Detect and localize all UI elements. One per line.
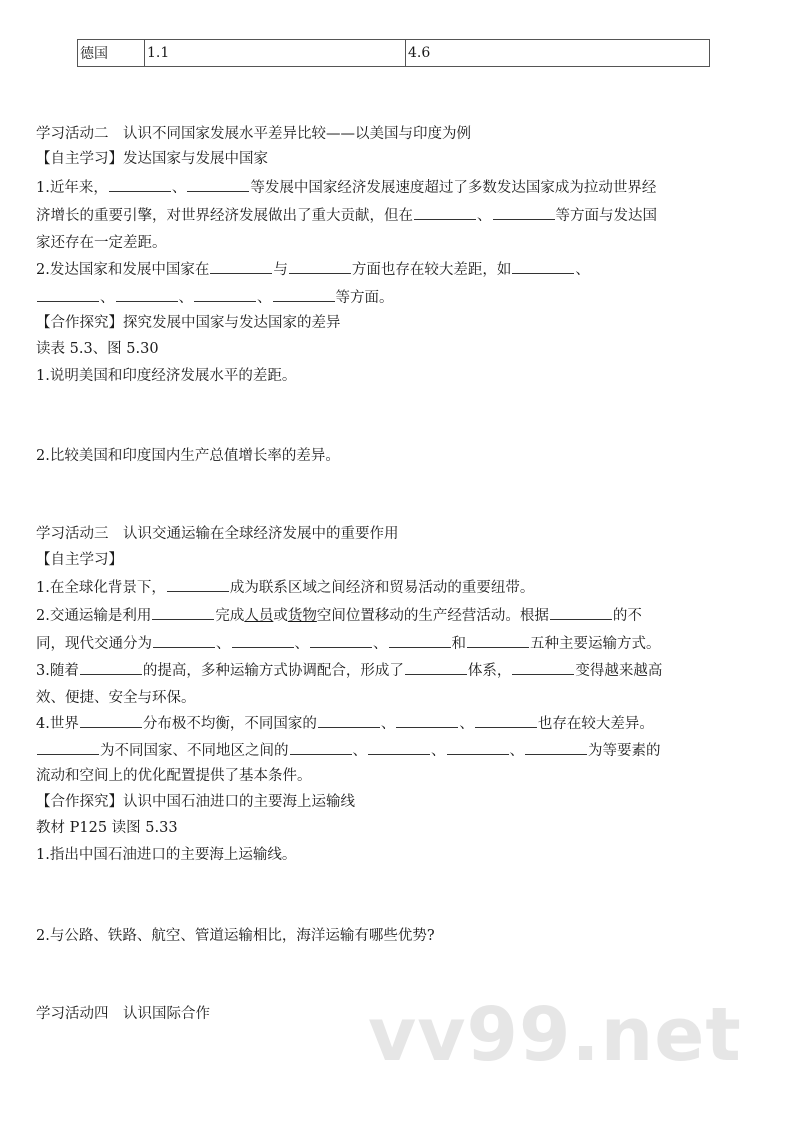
- activity3-c1: 1.指出中国石油进口的主要海上运输线。: [36, 847, 297, 863]
- fill-blank[interactable]: [550, 605, 612, 620]
- fill-blank[interactable]: [289, 259, 351, 274]
- activity2-q2-line2: 、 、 、 等方面。: [36, 287, 394, 308]
- activity3-q4-line1: 4.世界 分布极不均衡，不同国家的 、 、 也存在较大差异。: [36, 713, 654, 734]
- fill-blank[interactable]: [396, 713, 458, 728]
- fill-blank[interactable]: [368, 740, 430, 755]
- fill-blank[interactable]: [512, 259, 574, 274]
- fill-blank[interactable]: [80, 660, 142, 675]
- fill-blank[interactable]: [467, 633, 529, 648]
- activity2-self-study-heading: 【自主学习】发达国家与发展中国家: [36, 151, 268, 167]
- activity2-q2-line1: 2.发达国家和发展中国家在 与 方面也存在较大差距，如 、: [36, 259, 590, 280]
- activity2-q1-line3: 家还存在一定差距。: [36, 235, 167, 251]
- watermark: vv99.net: [368, 992, 742, 1078]
- fill-blank[interactable]: [525, 740, 587, 755]
- activity2-coop-heading: 【合作探究】探究发展中国家与发达国家的差异: [36, 315, 341, 331]
- fill-blank[interactable]: [210, 259, 272, 274]
- fill-blank[interactable]: [512, 660, 574, 675]
- table-cell-value-2: 4.6: [406, 40, 710, 67]
- activity3-q2-line2: 同，现代交通分为 、 、 、 和 五种主要运输方式。: [36, 633, 661, 654]
- activity2-c1: 1.说明美国和印度经济发展水平的差距。: [36, 368, 297, 384]
- fill-blank[interactable]: [167, 577, 229, 592]
- fill-blank[interactable]: [414, 205, 476, 220]
- activity3-q3-line2: 效、便捷、安全与环保。: [36, 690, 196, 706]
- fill-blank[interactable]: [389, 633, 451, 648]
- activity3-q2-line1: 2.交通运输是利用 完成人员或货物空间位置移动的生产经营活动。根据 的不: [36, 605, 642, 626]
- activity3-title: 学习活动三 认识交通运输在全球经济发展中的重要作用: [36, 526, 399, 542]
- activity2-c2: 2.比较美国和印度国内生产总值增长率的差异。: [36, 448, 340, 464]
- fill-blank[interactable]: [273, 287, 335, 302]
- table-cell-country: 德国: [78, 40, 145, 67]
- fill-blank[interactable]: [116, 287, 178, 302]
- activity3-q3-line1: 3.随着 的提高，多种运输方式协调配合，形成了 体系， 变得越来越高: [36, 660, 662, 681]
- fill-blank[interactable]: [405, 660, 467, 675]
- fill-blank[interactable]: [37, 287, 99, 302]
- fill-blank[interactable]: [493, 205, 555, 220]
- fill-blank[interactable]: [194, 287, 256, 302]
- table-cell-value-1: 1.1: [145, 40, 406, 67]
- activity3-q1: 1.在全球化背景下， 成为联系区域之间经济和贸易活动的重要纽带。: [36, 577, 534, 598]
- fill-blank[interactable]: [37, 740, 99, 755]
- fill-blank[interactable]: [310, 633, 372, 648]
- fill-blank[interactable]: [187, 177, 249, 192]
- fill-blank[interactable]: [152, 605, 214, 620]
- activity3-self-study-heading: 【自主学习】: [36, 552, 123, 568]
- fill-blank[interactable]: [232, 633, 294, 648]
- activity2-q1-line2: 济增长的重要引擎，对世界经济发展做出了重大贡献，但在 、 等方面与发达国: [36, 205, 657, 226]
- fill-blank[interactable]: [318, 713, 380, 728]
- activity3-coop-heading: 【合作探究】认识中国石油进口的主要海上运输线: [36, 794, 355, 810]
- fill-blank[interactable]: [447, 740, 509, 755]
- fill-blank[interactable]: [80, 713, 142, 728]
- fill-blank[interactable]: [153, 633, 215, 648]
- fill-blank[interactable]: [290, 740, 352, 755]
- activity2-q1-line1: 1.近年来， 、 等发展中国家经济发展速度超过了多数发达国家成为拉动世界经: [36, 177, 656, 198]
- activity2-read-ref: 读表 5.3、图 5.30: [36, 341, 159, 357]
- activity2-title: 学习活动二 认识不同国家发展水平差异比较——以美国与印度为例: [36, 126, 471, 142]
- table-row: [78, 40, 710, 67]
- activity3-c2: 2.与公路、铁路、航空、管道运输相比，海洋运输有哪些优势?: [36, 928, 435, 944]
- activity3-q4-line3: 流动和空间上的优化配置提供了基本条件。: [36, 768, 312, 784]
- activity4-title: 学习活动四 认识国际合作: [36, 1006, 210, 1022]
- activity3-q4-line2: 为不同国家、不同地区之间的 、 、 、 为等要素的: [36, 740, 661, 761]
- fill-blank[interactable]: [475, 713, 537, 728]
- activity3-read-ref: 教材 P125 读图 5.33: [36, 820, 178, 836]
- data-table: [77, 39, 710, 67]
- fill-blank[interactable]: [109, 177, 171, 192]
